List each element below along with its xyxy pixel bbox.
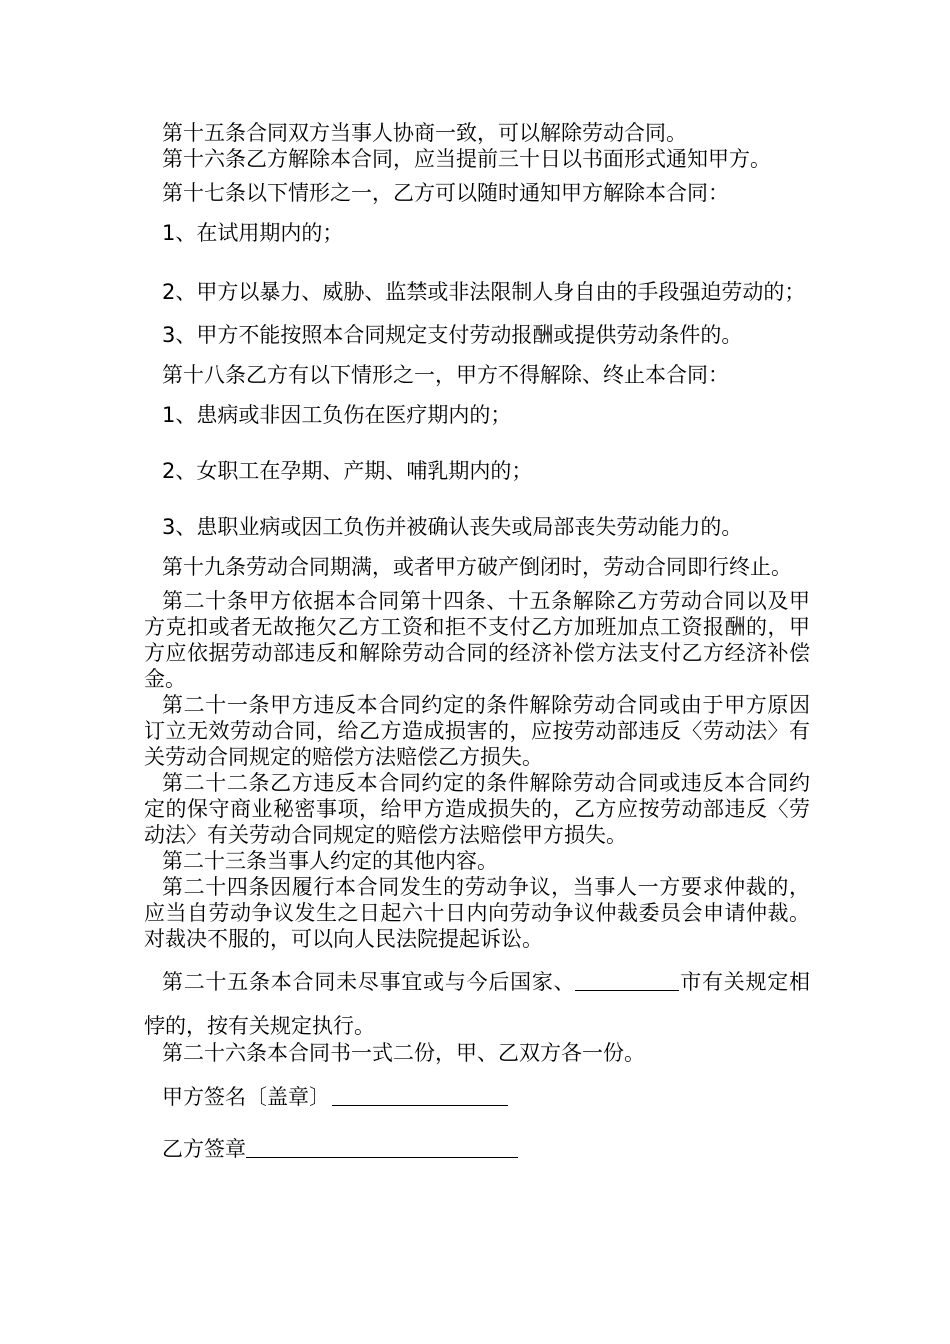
party-b-signature-line [246,1137,518,1158]
article-18-item-2: 2、女职工在孕期、产期、哺乳期内的； [162,459,533,483]
article-25-text-after: 市有关规定相悖的，按有关规定执行。 [144,970,811,1038]
article-17: 第十七条以下情形之一，乙方可以随时通知甲方解除本合同： [162,181,729,205]
party-b-signature-label: 乙方签章 [162,1137,246,1161]
party-a-signature-line [332,1085,508,1106]
article-18-item-1: 1、患病或非因工负伤在医疗期内的； [162,403,512,427]
article-19: 第十九条劳动合同期满，或者甲方破产倒闭时，劳动合同即行终止。 [162,555,792,579]
article-21: 第二十一条甲方违反本合同约定的条件解除劳动合同或由于甲方原因订立无效劳动合同，给乙方造成损害的，应按劳动部违反〈劳动法〉有关劳动合同规定的赔偿方法赔偿乙方损失。 [144,693,810,769]
article-25 [144,960,810,1048]
article-23: 第二十三条当事人约定的其他内容。 [162,849,498,873]
article-24: 第二十四条因履行本合同发生的劳动争议，当事人一方要求仲裁的，应当自劳动争议发生之日起六十日内向劳动争议仲裁委员会申请仲裁。对裁决不服的，可以向人民法院提起诉讼。 [144,875,810,951]
article-17-item-2: 2、甲方以暴力、威胁、监禁或非法限制人身自由的手段强迫劳动的； [162,280,806,304]
contract-body [144,120,810,1162]
article-15: 第十五条合同双方当事人协商一致，可以解除劳动合同。 [162,121,687,145]
article-25-text-before: 第二十五条本合同未尽事宜或与今后国家、 [162,970,576,994]
article-20: 第二十条甲方依据本合同第十四条、十五条解除乙方劳动合同以及甲方克扣或者无故拖欠乙方工资和拒不支付乙方加班加点工资报酬的，甲方应依据劳动部违反和解除劳动合同的经济补偿方法支付乙方经济补偿金。 [144,589,810,691]
article-16: 第十六条乙方解除本合同，应当提前三十日以书面形式通知甲方。 [162,147,771,171]
party-b-signature [144,1136,810,1162]
article-17-item-3: 3、甲方不能按照本合同规定支付劳动报酬或提供劳动条件的。 [162,323,743,347]
article-17-item-1: 1、在试用期内的； [162,221,344,245]
party-a-signature [144,1084,810,1110]
party-a-signature-label: 甲方签名〔盖章〕 [162,1085,330,1109]
article-18-item-3: 3、患职业病或因工负伤并被确认丧失或局部丧失劳动能力的。 [162,515,743,539]
article-22: 第二十二条乙方违反本合同约定的条件解除劳动合同或违反本合同约定的保守商业秘密事项，给甲方造成损失的，乙方应按劳动部违反〈劳动法〉有关劳动合同规定的赔偿方法赔偿甲方损失。 [144,771,810,847]
article-18: 第十八条乙方有以下情形之一，甲方不得解除、终止本合同： [162,363,729,387]
city-blank-line [575,970,679,991]
article-26: 第二十六条本合同书一式二份，甲、乙双方各一份。 [162,1041,645,1065]
